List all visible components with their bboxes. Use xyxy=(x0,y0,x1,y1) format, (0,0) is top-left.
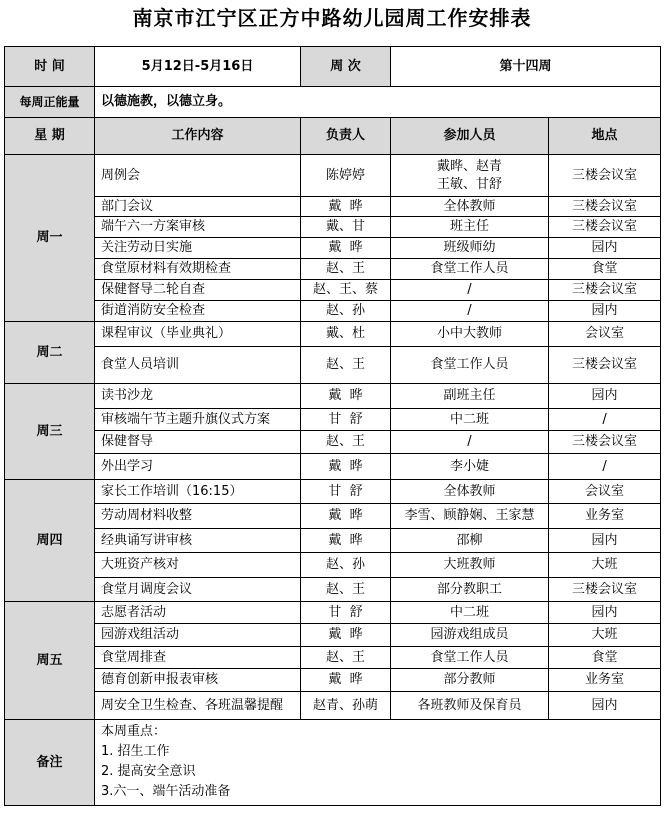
participants xyxy=(391,602,549,624)
work-content: 保健督导二轮自查 xyxy=(95,280,301,301)
date-range: 5月12日-5月16日 xyxy=(95,47,301,87)
owner: 赵、王 xyxy=(301,431,391,454)
location: 会议室 xyxy=(549,322,661,347)
notes-line: 3.六一、端午活动准备 xyxy=(101,784,231,799)
owner: 赵、王 xyxy=(301,259,391,280)
participants xyxy=(391,431,549,454)
header-day: 星 期 xyxy=(5,118,95,155)
participant-line: 中二班 xyxy=(449,604,489,620)
owner: 甘 舒 xyxy=(301,602,391,624)
location: 三楼会议室 xyxy=(549,347,661,384)
location: 园内 xyxy=(549,301,661,322)
participants xyxy=(391,155,549,197)
participants xyxy=(391,480,549,504)
table-row xyxy=(5,553,661,578)
participants xyxy=(391,578,549,602)
location: 三楼会议室 xyxy=(549,217,661,238)
time-label: 时 间 xyxy=(5,47,95,87)
participant-line: 食堂工作人员 xyxy=(430,649,509,665)
table-row xyxy=(5,347,661,384)
participant-line: 食堂工作人员 xyxy=(430,357,509,372)
table-row xyxy=(5,578,661,602)
owner: 赵、孙 xyxy=(301,553,391,578)
header-content: 工作内容 xyxy=(95,118,301,155)
owner: 赵、王 xyxy=(301,647,391,669)
work-content: 保健督导 xyxy=(95,431,301,454)
work-content: 周例会 xyxy=(95,155,301,197)
owner: 戴 晔 xyxy=(301,504,391,529)
table-row xyxy=(5,259,661,280)
header-participants: 参加人员 xyxy=(391,118,549,155)
work-content: 园游戏组活动 xyxy=(95,624,301,647)
location: 园内 xyxy=(549,384,661,409)
participants xyxy=(391,624,549,647)
participant-line: / xyxy=(467,303,472,318)
participants xyxy=(391,384,549,409)
header-owner: 负责人 xyxy=(301,118,391,155)
participant-line: 全体教师 xyxy=(443,483,496,499)
participants xyxy=(391,529,549,553)
table-row xyxy=(5,692,661,720)
day-label: 周二 xyxy=(5,322,95,384)
participants xyxy=(391,197,549,217)
table-row xyxy=(5,301,661,322)
week-value: 第十四周 xyxy=(391,47,661,87)
table-row xyxy=(5,322,661,347)
participants xyxy=(391,217,549,238)
owner: 戴、杜 xyxy=(301,322,391,347)
table-row xyxy=(5,480,661,504)
owner: 戴 晔 xyxy=(301,669,391,692)
table-row xyxy=(5,504,661,529)
location: / xyxy=(549,409,661,431)
participants xyxy=(391,301,549,322)
location: 园内 xyxy=(549,238,661,259)
work-content: 食堂月调度会议 xyxy=(95,578,301,602)
location: 业务室 xyxy=(549,504,661,529)
motto-value: 以德施教，以德立身。 xyxy=(95,87,661,118)
location: / xyxy=(549,454,661,480)
owner: 甘 舒 xyxy=(301,409,391,431)
work-content: 劳动周材料收整 xyxy=(95,504,301,529)
location: 三楼会议室 xyxy=(549,578,661,602)
participant-line: 园游戏组成员 xyxy=(430,627,509,642)
table-row xyxy=(5,409,661,431)
work-content: 街道消防安全检查 xyxy=(95,301,301,322)
location: 园内 xyxy=(549,529,661,553)
table-row xyxy=(5,669,661,692)
participants xyxy=(391,553,549,578)
participant-line: 班级师幼 xyxy=(443,240,496,255)
table-row xyxy=(5,384,661,409)
owner: 陈婷婷 xyxy=(301,155,391,197)
day-label: 周三 xyxy=(5,384,95,480)
table-row xyxy=(5,197,661,217)
header-location: 地点 xyxy=(549,118,661,155)
weekly-schedule-table xyxy=(4,46,661,806)
table-row xyxy=(5,431,661,454)
participants xyxy=(391,504,549,529)
work-content: 食堂周排查 xyxy=(95,647,301,669)
participants xyxy=(391,692,549,720)
work-content: 周安全卫生检查、各班温馨提醒 xyxy=(95,692,301,720)
notes-row xyxy=(5,720,661,806)
participant-line: 邵柳 xyxy=(456,532,483,548)
table-row xyxy=(5,602,661,624)
table-row xyxy=(5,238,661,259)
participant-line: 食堂工作人员 xyxy=(430,261,509,276)
participant-line: 中二班 xyxy=(449,411,489,427)
work-content: 审核端午节主题升旗仪式方案 xyxy=(95,409,301,431)
table-row xyxy=(5,217,661,238)
location: 食堂 xyxy=(549,647,661,669)
participant-line: 部分教师 xyxy=(443,672,496,687)
participants xyxy=(391,409,549,431)
participant-line: 李雪、顾静娴、王家慧 xyxy=(404,508,535,523)
owner: 戴 晔 xyxy=(301,529,391,553)
participant-line: 王敏、甘舒 xyxy=(436,176,502,192)
table-row xyxy=(5,454,661,480)
owner: 赵、孙 xyxy=(301,301,391,322)
location: 三楼会议室 xyxy=(549,155,661,197)
owner: 戴 晔 xyxy=(301,624,391,647)
work-content: 外出学习 xyxy=(95,454,301,480)
work-content: 课程审议（毕业典礼） xyxy=(95,322,301,347)
location: 业务室 xyxy=(549,669,661,692)
notes-line: 2. 提高安全意识 xyxy=(101,764,196,779)
table-row xyxy=(5,624,661,647)
owner: 赵青、孙萌 xyxy=(301,692,391,720)
location: 三楼会议室 xyxy=(549,431,661,454)
participant-line: 各班教师及保育员 xyxy=(417,697,522,713)
owner: 戴、甘 xyxy=(301,217,391,238)
location: 大班 xyxy=(549,553,661,578)
work-content: 读书沙龙 xyxy=(95,384,301,409)
participant-line: / xyxy=(467,434,472,449)
table-row xyxy=(5,280,661,301)
motto-label: 每周正能量 xyxy=(5,87,95,118)
header-row xyxy=(5,118,661,155)
day-label: 周四 xyxy=(5,480,95,602)
location: 园内 xyxy=(549,602,661,624)
table-row xyxy=(5,155,661,197)
work-content: 部门会议 xyxy=(95,197,301,217)
notes-line: 本周重点： xyxy=(101,724,167,739)
participant-line: / xyxy=(467,282,472,297)
owner: 戴 晔 xyxy=(301,238,391,259)
table-row xyxy=(5,529,661,553)
owner: 甘 舒 xyxy=(301,480,391,504)
page-title: 南京市江宁区正方中路幼儿园周工作安排表 xyxy=(132,6,532,30)
work-content: 大班资产核对 xyxy=(95,553,301,578)
participants xyxy=(391,669,549,692)
location: 食堂 xyxy=(549,259,661,280)
participant-line: 部分教职工 xyxy=(436,581,502,597)
participant-line: 戴晔、赵青 xyxy=(436,158,502,174)
participants xyxy=(391,347,549,384)
participant-line: 班主任 xyxy=(449,219,489,234)
owner: 戴 晔 xyxy=(301,197,391,217)
participants xyxy=(391,280,549,301)
participants xyxy=(391,647,549,669)
work-content: 端午六一方案审核 xyxy=(95,217,301,238)
owner: 赵、王 xyxy=(301,347,391,384)
week-label: 周 次 xyxy=(301,47,391,87)
participants xyxy=(391,238,549,259)
notes-body xyxy=(95,720,661,806)
participant-line: 副班主任 xyxy=(443,388,496,403)
owner: 赵、王 xyxy=(301,578,391,602)
notes-label: 备注 xyxy=(5,720,95,806)
participant-line: 小中大教师 xyxy=(436,326,502,341)
owner: 戴 晔 xyxy=(301,384,391,409)
work-content: 关注劳动日实施 xyxy=(95,238,301,259)
location: 三楼会议室 xyxy=(549,280,661,301)
work-content: 家长工作培训（16:15） xyxy=(95,480,301,504)
meta-row xyxy=(5,47,661,87)
owner: 赵、王、蔡 xyxy=(301,280,391,301)
participants xyxy=(391,454,549,480)
participant-line: 全体教师 xyxy=(443,198,496,214)
location: 三楼会议室 xyxy=(549,197,661,217)
participant-line: 李小婕 xyxy=(449,458,489,474)
location: 园内 xyxy=(549,692,661,720)
participants xyxy=(391,259,549,280)
motto-row xyxy=(5,87,661,118)
location: 会议室 xyxy=(549,480,661,504)
work-content: 志愿者活动 xyxy=(95,602,301,624)
work-content: 食堂人员培训 xyxy=(95,347,301,384)
owner: 戴 晔 xyxy=(301,454,391,480)
table-row xyxy=(5,647,661,669)
participant-line: 大班教师 xyxy=(443,557,496,572)
notes-line: 1. 招生工作 xyxy=(101,744,170,759)
location: 大班 xyxy=(549,624,661,647)
day-label: 周一 xyxy=(5,155,95,322)
work-content: 德育创新申报表审核 xyxy=(95,669,301,692)
work-content: 食堂原材料有效期检查 xyxy=(95,259,301,280)
day-label: 周五 xyxy=(5,602,95,720)
work-content: 经典诵写讲审核 xyxy=(95,529,301,553)
participants xyxy=(391,322,549,347)
